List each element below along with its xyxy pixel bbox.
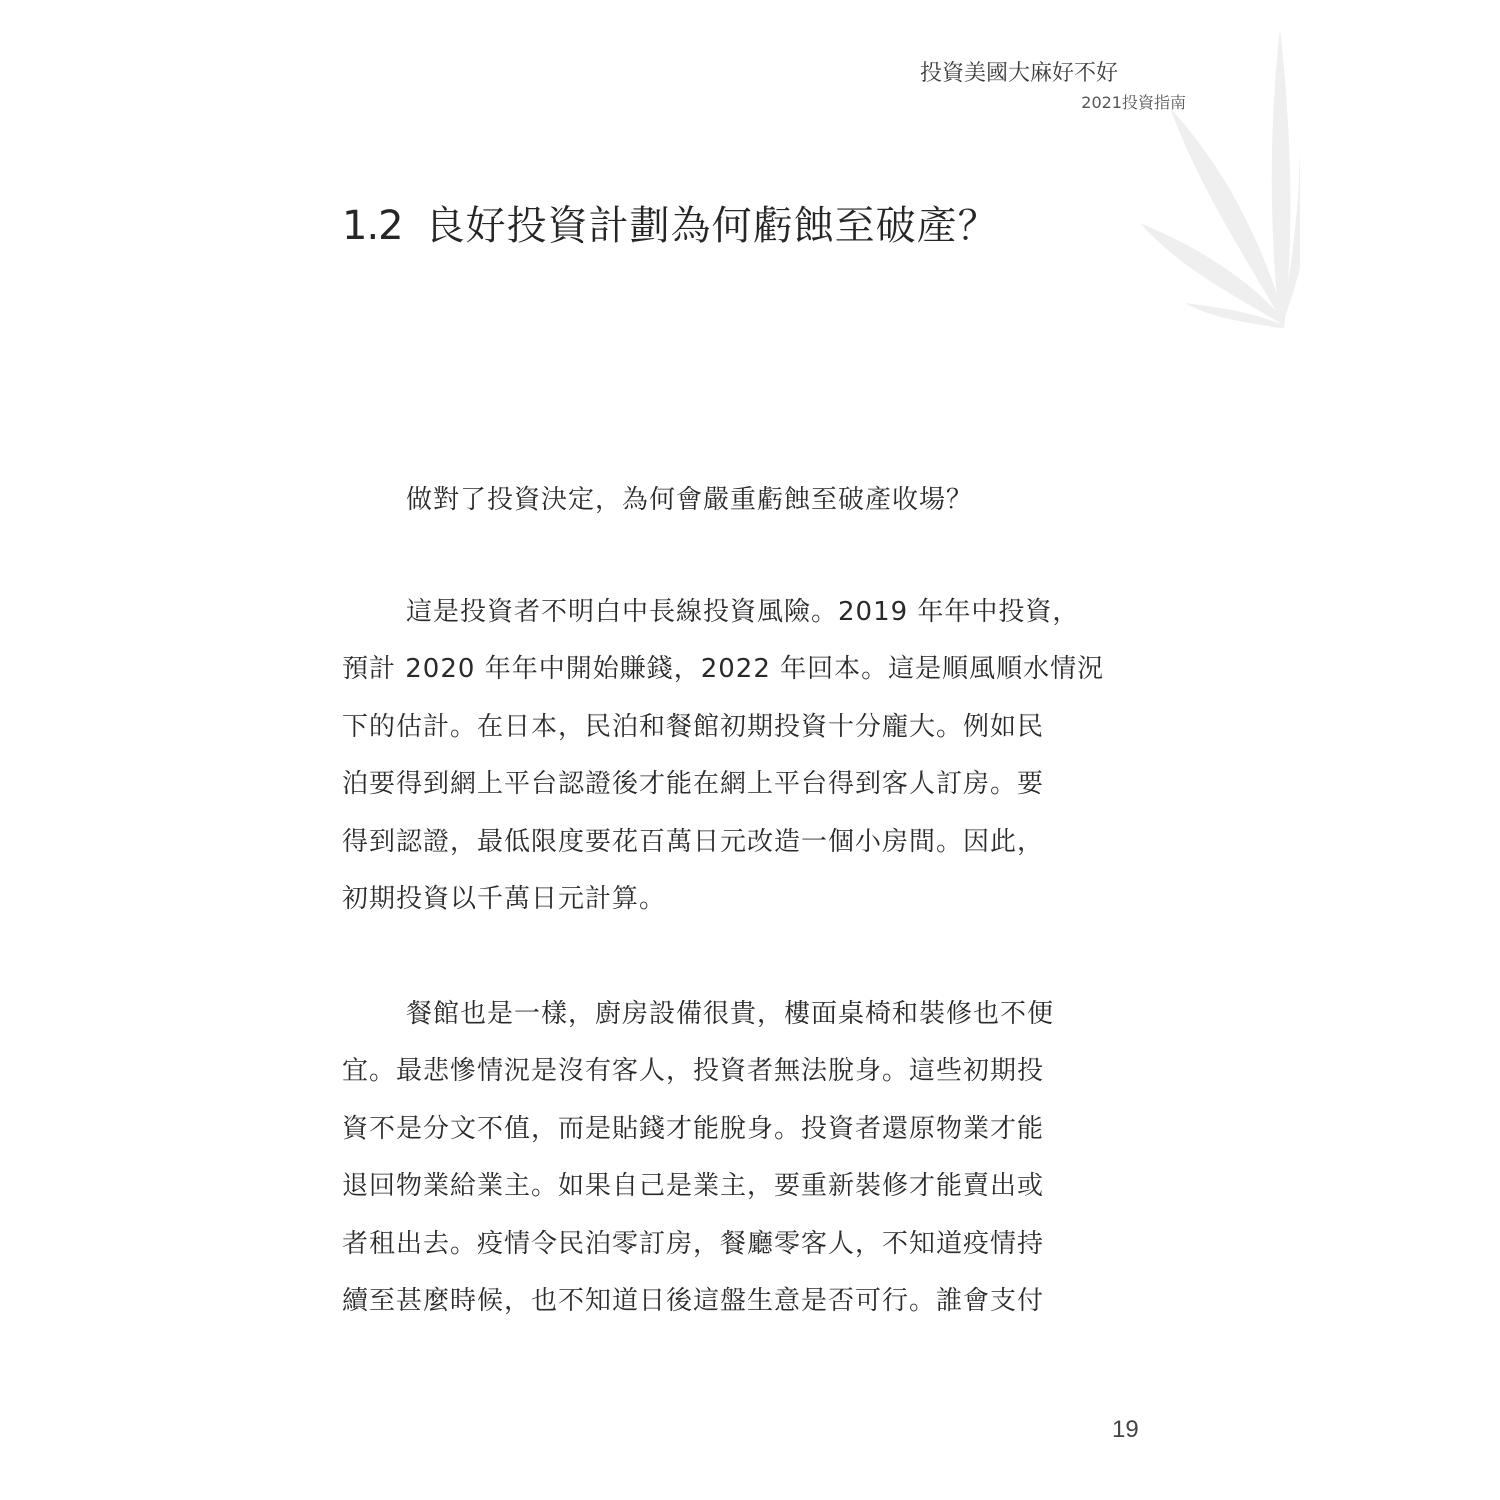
chapter-title — [342, 196, 999, 256]
lead-question: 做對了投資決定，為何會嚴重虧蝕至破產收場？ — [406, 485, 974, 515]
book-title: 投資美國大麻好不好 — [919, 61, 1118, 86]
running-header — [919, 58, 1186, 116]
paragraph-line: 宜。最悲慘情況是沒有客人，投資者無法脫身。這些初期投 — [342, 1056, 1045, 1087]
book-subtitle: 2021投資指南 — [1081, 93, 1186, 112]
paragraph-line: 資不是分文不值，而是貼錢才能脫身。投資者還原物業才能 — [342, 1113, 1045, 1144]
paragraph-1 — [342, 584, 1132, 928]
paragraph-line: 餐館也是一樣，廚房設備很貴，樓面桌椅和裝修也不便 — [406, 999, 1055, 1029]
paragraph-line: 退回物業給業主。如果自己是業主，要重新裝修才能賣出或 — [342, 1171, 1045, 1202]
paragraph-line: 者租出去。疫情令民泊零訂房，餐廳零客人，不知道疫情持 — [342, 1228, 1045, 1259]
page-number: 19 — [1112, 1416, 1139, 1443]
cannabis-leaf-watermark-icon — [1130, 18, 1300, 338]
chapter-title-text: 良好投資計劃為何虧蝕至破產？ — [424, 203, 999, 249]
paragraph-2 — [342, 986, 1132, 1330]
paragraph-line: 這是投資者不明白中長線投資風險。2019 年年中投資， — [406, 597, 1080, 627]
paragraph-line: 續至甚麼時候，也不知道日後這盤生意是否可行。誰會支付 — [342, 1286, 1045, 1317]
paragraph-line: 預計 2020 年年中開始賺錢，2022 年回本。這是順風順水情況 — [342, 654, 1105, 685]
paragraph-line: 初期投資以千萬日元計算。 — [342, 884, 667, 915]
paragraph-line: 下的估計。在日本，民泊和餐館初期投資十分龐大。例如民 — [342, 711, 1045, 742]
paragraph-line: 得到認證，最低限度要花百萬日元改造一個小房間。因此， — [342, 826, 1045, 857]
chapter-number: 1.2 — [342, 203, 403, 249]
paragraph-line: 泊要得到網上平台認證後才能在網上平台得到客人訂房。要 — [342, 769, 1045, 800]
